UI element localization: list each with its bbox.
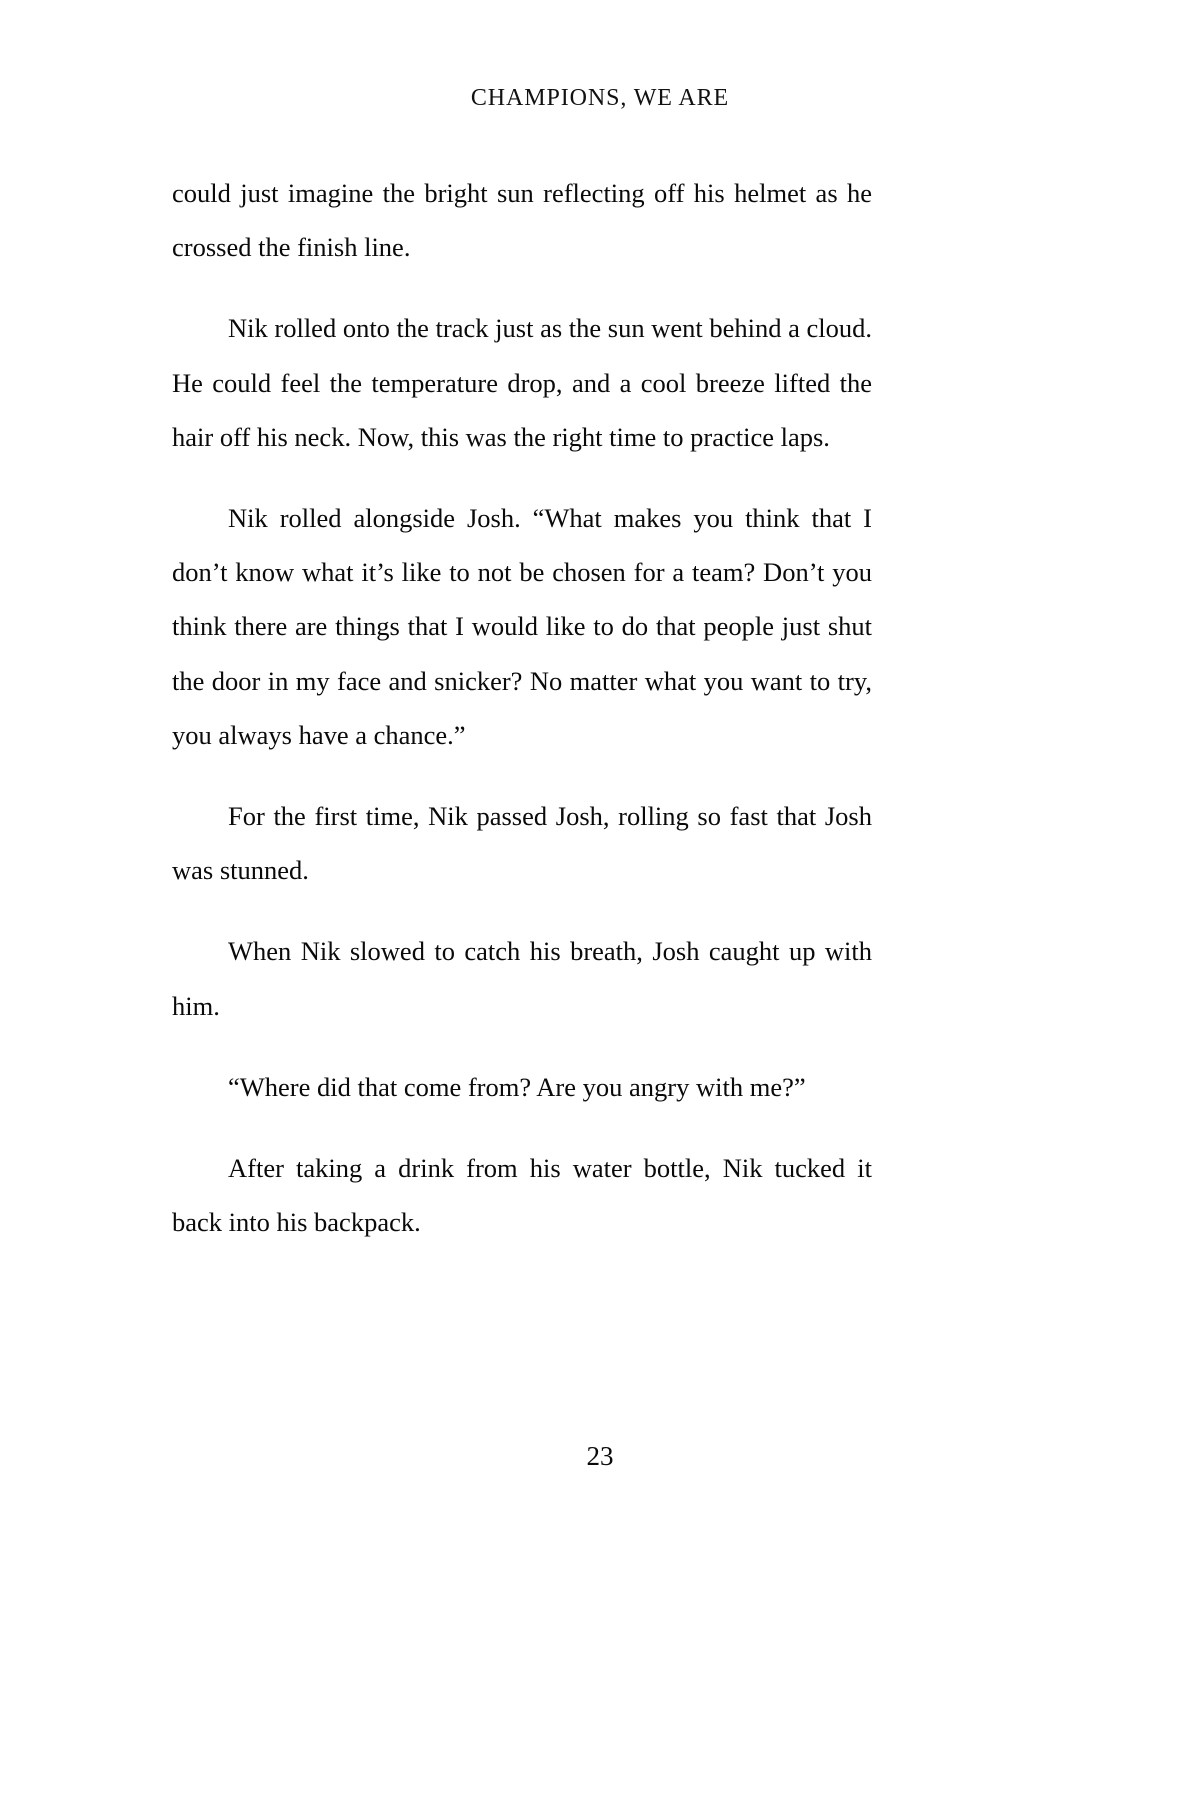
- paragraph-3: Nik rolled alongside Josh. “What makes you think that I don’t know what it’s like to not be chosen for a team? Don’t you think there are things that I would like to do that people just shut the door in my face and snicker? No matter what you want to try, you always have a chance.”: [172, 503, 872, 750]
- paragraph-7: After taking a drink from his water bottle, Nik tucked it back into his backpack.: [172, 1153, 872, 1238]
- paragraph-2: Nik rolled onto the track just as the sun went behind a cloud. He could feel the temperature drop, and a cool breeze lifted the hair off his neck. Now, this was the right time to practice laps.: [172, 313, 872, 452]
- paragraph-5: When Nik slowed to catch his breath, Josh caught up with him.: [172, 936, 872, 1021]
- paragraph-4: For the first time, Nik passed Josh, rolling so fast that Josh was stunned.: [172, 801, 872, 886]
- running-head: CHAMPIONS, WE ARE: [470, 85, 730, 111]
- paragraph-6: “Where did that come from? Are you angry with me?”: [228, 1071, 806, 1102]
- page-number: 23: [586, 1441, 614, 1471]
- paragraph-1: could just imagine the bright sun reflecting off his helmet as he crossed the finish line.: [172, 178, 872, 263]
- body-text-block: [172, 166, 872, 1249]
